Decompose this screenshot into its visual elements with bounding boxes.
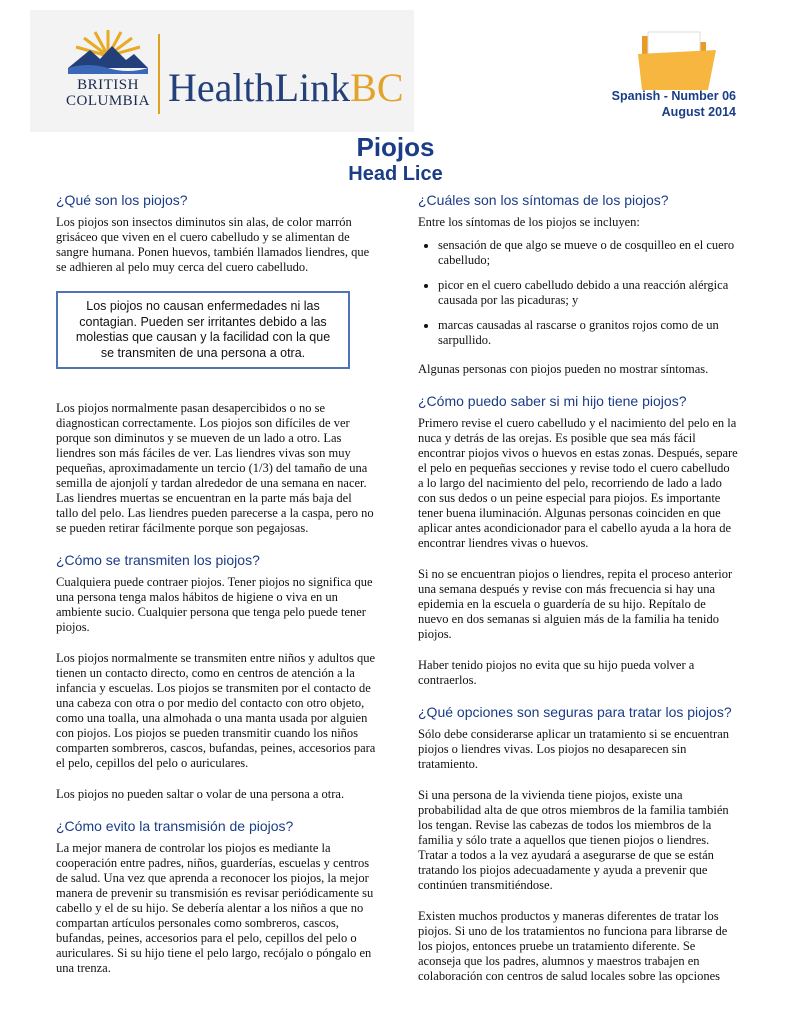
paragraph: Primero revise el cuero cabelludo y el nacimiento del pelo en la nuca y detrás de las orejas. Es posible que sea más fácil encontrar piojos vivos o huevos en estas zonas. Después, separe el pelo en pequeñas secciones y revise todo el cuero cabelludo a lo largo del nacimiento del pelo, recorriendo de lado a lado con sus dedos o un peine especial para piojos. Es importante tener buena iluminación. Algunas personas coinciden en que aplicar antes acondicionador para el cabello ayuda a la hora de encontrar liendres vivas o huevos. xyxy=(418,416,738,550)
logo-divider xyxy=(158,34,160,114)
document-meta xyxy=(612,88,736,120)
symptom-list xyxy=(418,238,738,348)
language-number: Spanish - Number 06 xyxy=(611,89,736,103)
section-heading: ¿Cómo se transmiten los piojos? xyxy=(56,552,260,568)
bc-wordmark-line1: BRITISH xyxy=(77,77,139,93)
left-column xyxy=(56,192,376,992)
section-heading: ¿Cómo puedo saber si mi hijo tiene piojos? xyxy=(418,393,687,409)
paragraph: Algunas personas con piojos pueden no mostrar síntomas. xyxy=(418,362,709,376)
list-item: • marcas causadas al rascarse o granitos rojos como de un sarpullido. xyxy=(438,318,738,348)
sunrise-mountains-icon xyxy=(62,28,154,76)
paragraph: Los piojos normalmente se transmiten entre niños y adultos que tienen un contacto directo, como en centros de atención a la infancia y escuelas. Los piojos se transmiten por el contacto de una cabeza con otra o por medio del contacto con otro objeto, como una toalla, una almohada o una manta usada por alguien con piojos. Los piojos se pueden transmitir cuando los niños comparten sombreros, cascos, bufandas, peines, accesorios para el pelo, cepillos del pelo o auriculares. xyxy=(56,651,376,770)
paragraph: Los piojos no pueden saltar o volar de una persona a otra. xyxy=(56,787,345,801)
british-columbia-logo xyxy=(62,28,154,116)
section-heading: ¿Qué opciones son seguras para tratar los piojos? xyxy=(418,704,732,720)
paragraph: Los piojos son insectos diminutos sin alas, de color marrón grisáceo que viven en el cuero cabelludo y se alimentan de sangre humana. Ponen huevos, también llamados liendres, que se adhieren al pelo muy cerca del cuero cabelludo. xyxy=(56,215,370,274)
bc-wordmark-line2: COLUMBIA xyxy=(65,93,150,109)
right-column xyxy=(418,192,738,1000)
brand-suffix: BC xyxy=(350,65,404,110)
paragraph: Si una persona de la vivienda tiene piojos, existe una probabilidad alta de que otros miembros de la familia también los tengan. Revise las cabezas de todos los miembros de la familia y sólo trate a aquellos que tienen piojos o liendres. Tratar a todos a la vez ayudará a asegurarse de que se están tratando los piojos adecuadamente y ayuda a prevenir que continúen transmitiéndose. xyxy=(418,788,729,892)
paragraph: Sólo debe considerarse aplicar un tratamiento si se encuentran piojos o liendres vivas. Los piojos no desaparecen sin tratamiento. xyxy=(418,727,729,771)
paragraph: Existen muchos productos y maneras diferentes de tratar los piojos. Si uno de los tratamientos no funciona para librarse de los piojos, entonces pruebe un tratamiento diferente. Se aconseja que los padres, alumnos y maestros trabajen en colaboración con centros de salud locales sobre las opciones xyxy=(418,909,728,983)
healthlinkbc-logo xyxy=(168,64,404,112)
page-subtitle: Head Lice xyxy=(348,163,443,185)
paragraph: Haber tenido piojos no evita que su hijo pueda volver a contraerlos. xyxy=(418,658,695,687)
brand-name: HealthLink xyxy=(168,65,351,110)
paragraph: Los piojos normalmente pasan desapercibidos o no se diagnostican correctamente. Los piojos son difíciles de ver porque son diminutos y se mueven de un lado a otro. Las liendres son más fáciles de ver. Las liendres vivas son muy pequeñas, aproximadamente un tercio (1/3) del tamaño de una semilla de ajonjolí y tardan alrededor de una semana en nacer. Las liendres muertas se encuentran en la parte más baja del tallo del pelo. Las liendres pueden parecerse a la caspa, pero no se pueden retirar fácilmente porque son pegajosas. xyxy=(56,401,374,535)
paragraph: Cualquiera puede contraer piojos. Tener piojos no significa que una persona tenga malos hábitos de higiene o viva en un ambiente sucio. Cualquier persona que tenga pelo puede tener piojos. xyxy=(56,575,373,634)
list-item: • picor en el cuero cabelludo debido a una reacción alérgica causada por las picaduras; y xyxy=(438,278,738,308)
paragraph: Entre los síntomas de los piojos se incluyen: xyxy=(418,215,640,229)
paragraph: La mejor manera de controlar los piojos es mediante la cooperación entre padres, niños, guarderías, escuelas y centros de salud. Una vez que aprenda a reconocer los piojos, la mejor manera de prevenir su transmisión es revisar periódicamente su cabello y el de su hijo. Se debería alentar a los niños a que no compartan artículos personales como sombreros, cascos, bufandas, peines, accesorios para el pelo, cepillos del pelo o auriculares. Si su hijo tiene el pelo largo, recójalo o póngalo en una trenza. xyxy=(56,841,374,975)
document-date: August 2014 xyxy=(661,105,736,119)
section-heading: ¿Cuáles son los síntomas de los piojos? xyxy=(418,192,669,208)
section-heading: ¿Cómo evito la transmisión de piojos? xyxy=(56,818,294,834)
section-heading: ¿Qué son los piojos? xyxy=(56,192,188,208)
page-title: Piojos xyxy=(356,132,435,162)
paragraph: Si no se encuentran piojos o liendres, repita el proceso anterior una semana después y revise con más frecuencia si hay una epidemia en la escuela o guardería de su hijo. Repítalo de nuevo en dos semanas si alguien más de la familia ha tenido piojos. xyxy=(418,567,733,641)
list-item: • sensación de que algo se mueve o de cosquilleo en el cuero cabelludo; xyxy=(438,238,738,268)
callout-box: Los piojos no causan enfermedades ni las contagian. Pueden ser irritantes debido a las molestias que causan y la facilidad con la que se transmiten de una persona a otra. xyxy=(56,291,350,369)
